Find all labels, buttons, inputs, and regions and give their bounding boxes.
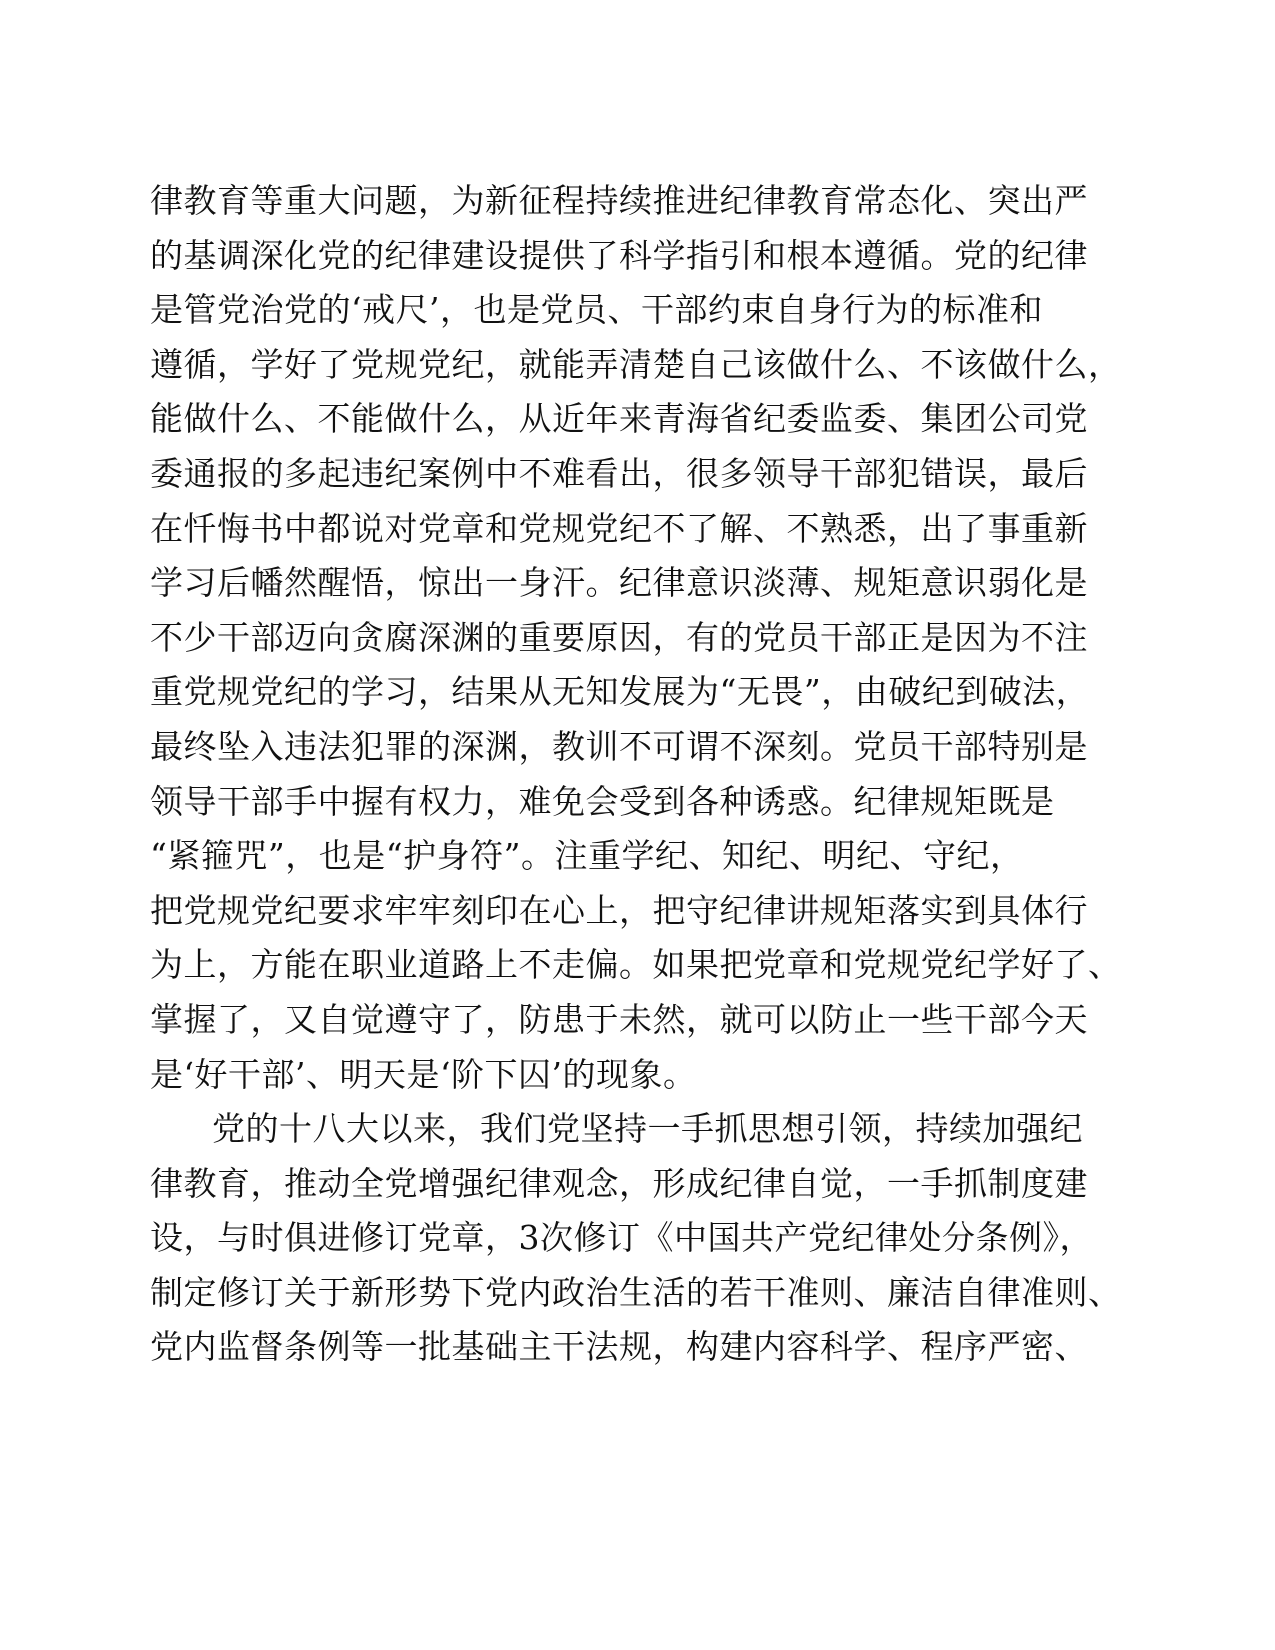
text-line: “紧箍咒”，也是“护身符”。注重学纪、知纪、明纪、守纪， <box>150 836 1024 876</box>
text-line: 在忏悔书中都说对党章和党规党纪不了解、不熟悉，出了事重新 <box>150 508 1088 548</box>
text-line: 掌握了，又自觉遵守了，防患于未然，就可以防止一些干部今天 <box>150 999 1088 1039</box>
text-line: 最终坠入违法犯罪的深渊，教训不可谓不深刻。党员干部特别是 <box>150 726 1088 766</box>
text-line: 是‘好干部’、明天是‘阶下囚’的现象。 <box>150 1054 697 1094</box>
text-line: 委通报的多起违纪案例中不难看出，很多领导干部犯错误，最后 <box>150 453 1088 493</box>
text-line: 把党规党纪要求牢牢刻印在心上，把守纪律讲规矩落实到具体行 <box>150 890 1088 930</box>
text-line: 律教育，推动全党增强纪律观念，形成纪律自觉，一手抓制度建 <box>150 1163 1088 1203</box>
text-line: 领导干部手中握有权力，难免会受到各种诱惑。纪律规矩既是 <box>150 781 1055 821</box>
text-line: 党内监督条例等一批基础主干法规，构建内容科学、程序严密、 <box>150 1327 1088 1367</box>
paragraph-start-line: 党的十八大以来，我们党坚持一手抓思想引领，持续加强纪 <box>212 1109 1083 1149</box>
text-line: 的基调深化党的纪律建设提供了科学指引和根本遵循。党的纪律 <box>150 235 1088 275</box>
text-line: 遵循，学好了党规党纪，就能弄清楚自己该做什么、不该做什么， <box>150 344 1122 384</box>
text-line: 不少干部迈向贪腐深渊的重要原因，有的党员干部正是因为不注 <box>150 617 1088 657</box>
text-line: 为上，方能在职业道路上不走偏。如果把党章和党规党纪学好了、 <box>150 945 1122 985</box>
text-line: 重党规党纪的学习，结果从无知发展为“无畏”，由破纪到破法， <box>150 672 1090 712</box>
text-line: 制定修订关于新形势下党内政治生活的若干准则、廉洁自律准则、 <box>150 1272 1122 1312</box>
text-line: 学习后幡然醒悟，惊出一身汗。纪律意识淡薄、规矩意识弱化是 <box>150 563 1088 603</box>
text-line: 设，与时俱进修订党章，3次修订《中国共产党纪律处分条例》， <box>150 1218 1093 1258</box>
text-line: 是管党治党的‘戒尺’，也是党员、干部约束自身行为的标准和 <box>150 290 1043 330</box>
text-line: 律教育等重大问题，为新征程持续推进纪律教育常态化、突出严 <box>150 181 1088 220</box>
text-line: 能做什么、不能做什么，从近年来青海省纪委监委、集团公司党 <box>150 399 1088 439</box>
body-text <box>150 174 1140 1375</box>
